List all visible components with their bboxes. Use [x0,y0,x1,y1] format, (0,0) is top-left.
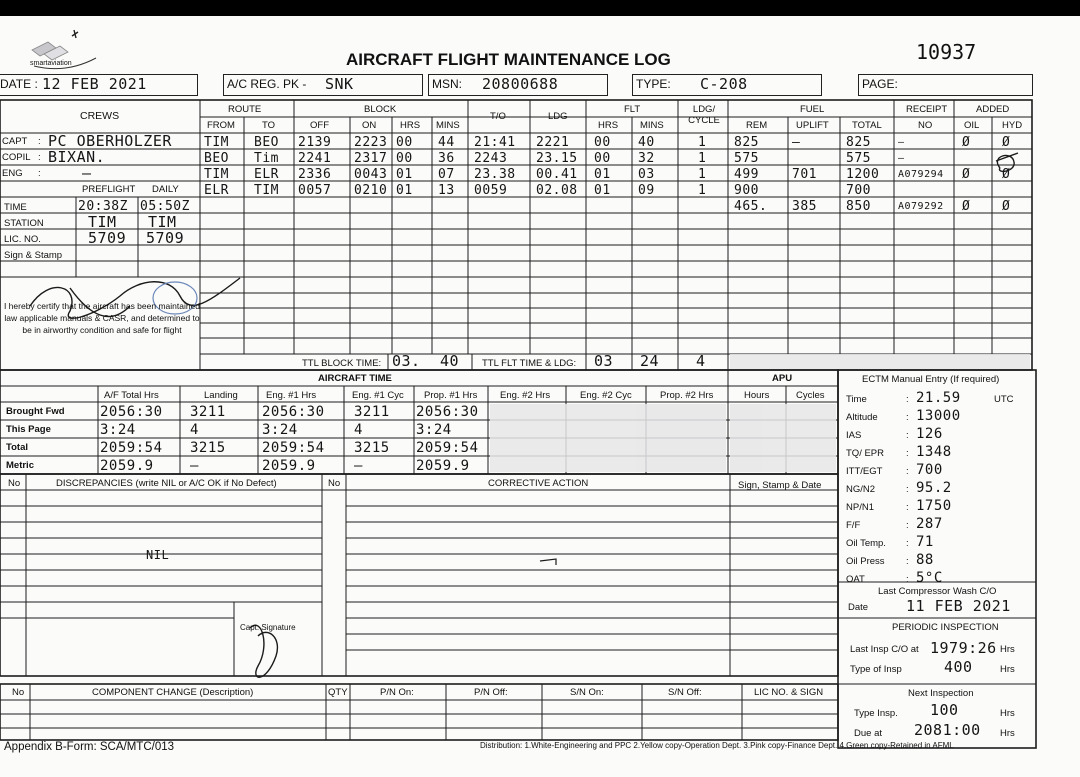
flight-cell-hrs: 00 [396,135,413,150]
col-crews: CREWS [80,110,120,122]
next-type-label: Type Insp. [854,708,898,719]
crew-copil-label: COPIL [2,152,31,163]
aircraft-time-cell: 2059.9 [262,458,316,474]
flight-cell-ldg: 00.41 [536,167,578,182]
aircraft-time-row-label: Brought Fwd [6,406,65,417]
due-label: Due at [854,728,882,739]
page-label: PAGE: [862,77,898,91]
ectm-item-label: Time [846,394,867,405]
aircraft-time-cell: 2056:30 [262,404,325,420]
flight-cell-ldg: 2221 [536,135,570,150]
flight-cell-receipt: — [898,137,905,148]
aircraft-time-column-header: Prop. #2 Hrs [660,390,714,401]
aircraft-time-column-header: Prop. #1 Hrs [424,390,478,401]
msn-value: 20800688 [482,75,559,93]
aircraft-time-cell: 4 [190,422,199,438]
flight-cell-rem: 499 [734,167,759,182]
comp-sn-off: S/N Off: [668,687,702,698]
ectm-item-value: 287 [916,516,943,532]
ectm-item-value: 1348 [916,444,952,460]
flight-cell-hyd: Ø [1002,199,1011,214]
flight-cell-total: 850 [846,199,871,214]
flight-cell-total: 700 [846,183,871,198]
flight-cell-total: 575 [846,151,871,166]
flight-cell-uplift: — [792,135,801,150]
flight-cell-cycle: 1 [698,135,707,150]
distribution: Distribution: 1.White-Engineering and PPC 2.Yellow copy-Operation Dept. 3.Pink copy-Finance Dept. 4.Green copy-Retained in AFML [480,741,954,750]
date-label: DATE : [0,77,38,91]
ectm-item-value: 700 [916,462,943,478]
apu-title: APU [772,373,793,384]
comp-no-label: No [12,687,25,698]
flight-cell-uplift: 385 [792,199,817,214]
aircraft-time-column-header: Eng. #1 Hrs [266,390,317,401]
col-off: OFF [310,120,329,131]
lic-daily: 5709 [146,229,185,247]
aircraft-time-row-label: Total [6,442,28,453]
corrective-label: CORRECTIVE ACTION [488,478,589,489]
next-title: Next Inspection [908,688,974,699]
ectm-item-label: ITT/EGT [846,466,883,477]
ectm-item-value: 71 [916,534,934,550]
station-daily: TIM [148,213,177,231]
flight-cell-rem: 900 [734,183,759,198]
time-preflight: 20:38Z [78,199,128,214]
lic-label: LIC. NO. [4,234,41,245]
aircraft-time-cell: 2059:54 [100,440,163,456]
ttl-block-label: TTL BLOCK TIME: [302,358,382,369]
flight-cell-from: TIM [204,167,229,182]
ectm-colon: : [906,430,909,441]
aircraft-time-cell: 3211 [190,404,226,420]
aircraft-time-cell: 3215 [354,440,390,456]
aircraft-time-row-label: Metric [6,460,34,471]
flight-cell-cycle: 1 [698,167,707,182]
last-insp-hrs: Hrs [1000,644,1015,655]
flight-cell-mins: 36 [438,151,455,166]
ectm-item-value: 95.2 [916,480,952,496]
col-flt: FLT [624,104,641,115]
col-total: TOTAL [852,120,882,131]
compressor-date: 11 FEB 2021 [906,597,1011,615]
flight-cell-uplift: 701 [792,167,817,182]
aircraft-time-cell: 3:24 [262,422,298,438]
flight-cell-flt-mins: 09 [638,183,655,198]
form-code: Appendix B-Form: SCA/MTC/013 [4,741,175,753]
col-flt-hrs: HRS [598,120,619,131]
ectm-item-label: F/F [846,520,861,531]
ttl-block-mins: 40 [440,352,460,370]
flight-cell-mins: 13 [438,183,455,198]
flight-cell-flt-mins: 40 [638,135,655,150]
ectm-colon: : [906,484,909,495]
aircraft-time-title: AIRCRAFT TIME [318,373,392,384]
flight-cell-receipt: A079292 [898,201,944,212]
flight-cell-flt-mins: 03 [638,167,655,182]
flight-cell-flt-mins: 32 [638,151,655,166]
msn-label: MSN: [432,77,462,91]
type-label: TYPE: [636,77,671,91]
flight-cell-to: ELR [254,167,279,182]
aircraft-time-cell: 2059:54 [262,440,325,456]
flight-cell-to-time: 23.38 [474,167,516,182]
flight-cell-flt-hrs: 00 [594,135,611,150]
ttl-flt-label: TTL FLT TIME & LDG: [482,358,577,369]
col-hrs: HRS [400,120,421,131]
next-type-hrs: Hrs [1000,708,1015,719]
daily-label: DAILY [152,184,179,195]
ttl-ldg: 4 [696,352,706,370]
compressor-title: Last Compressor Wash C/O [878,586,997,597]
capt-sig-label: Capt. Signature [240,623,296,632]
disc-no2-label: No [328,478,341,489]
aircraft-time-column-header: A/F Total Hrs [104,390,159,401]
flight-cell-total: 1200 [846,167,880,182]
ectm-colon: : [906,538,909,549]
reg-label: A/C REG. PK - [227,77,307,91]
ectm-item-label: NP/N1 [846,502,874,513]
flight-cell-from: TIM [204,135,229,150]
crew-capt-label: CAPT [2,136,28,147]
col-ldg: LDG [548,111,568,122]
aircraft-time-column-header: Landing [204,390,238,401]
flight-cell-to-time: 21:41 [474,135,516,150]
ectm-item-value: 21.59 [916,390,961,406]
flight-cell-hyd: Ø [1002,135,1011,150]
crew-eng-label: ENG [2,168,23,179]
flight-cell-off: 2139 [298,135,332,150]
serial-number: 10937 [916,40,977,64]
ectm-item-label: Oil Temp. [846,538,886,549]
ectm-item-label: Altitude [846,412,878,423]
due-value: 2081:00 [914,721,981,739]
flight-cell-cycle: 1 [698,151,707,166]
flight-cell-off: 2241 [298,151,332,166]
col-flt-mins: MINS [640,120,664,131]
ectm-colon: : [906,556,909,567]
ectm-item-label: OAT [846,574,865,585]
apu-cycles: Cycles [796,390,825,401]
col-from: FROM [207,120,235,131]
disc-sign-label: Sign, Stamp & Date [738,480,822,491]
col-hyd: HYD [1002,120,1023,131]
col-block: BLOCK [364,104,397,115]
type-insp-label: Type of Insp [850,664,902,675]
ectm-colon: : [906,520,909,531]
flight-cell-hrs: 00 [396,151,413,166]
aircraft-time-cell: — [190,458,199,474]
aircraft-time-cell: 3:24 [100,422,136,438]
flight-cell-hyd: Ø [1002,167,1011,182]
flight-cell-to: Tim [254,151,279,166]
lic-preflight: 5709 [88,229,127,247]
comp-pn-on: P/N On: [380,687,414,698]
flight-cell-cycle: 1 [698,183,707,198]
flight-cell-oil: Ø [962,199,971,214]
ectm-item-label: TQ/ EPR [846,448,885,459]
crew-eng-name: — [82,164,92,182]
col-ldg-cycle: LDG/ CYCLE [688,104,720,126]
comp-pn-off: P/N Off: [474,687,508,698]
flight-cell-to-time: 0059 [474,183,508,198]
aircraft-time-cell: — [354,458,363,474]
col-on: ON [362,120,377,131]
apu-hours: Hours [744,390,770,401]
ectm-item-value: 13000 [916,408,961,424]
col-to: TO [262,120,276,131]
col-uplift: UPLIFT [796,120,829,131]
flight-cell-rem: 825 [734,135,759,150]
type-insp-hrs: Hrs [1000,664,1015,675]
disc-label: DISCREPANCIES (write NIL or A/C OK if No Defect) [56,478,277,489]
flight-cell-from: BEO [204,151,229,166]
reg-value: SNK [325,75,354,93]
aircraft-time-column-header: Eng. #1 Cyc [352,390,404,401]
date-value: 12 FEB 2021 [42,75,147,93]
flight-cell-oil: Ø [962,135,971,150]
ectm-colon: : [906,574,909,585]
aircraft-time-cell: 2059.9 [416,458,470,474]
col-rem: REM [746,120,768,131]
crew-colon: : [38,136,41,147]
ectm-item-label: IAS [846,430,862,441]
ectm-item-label: NG/N2 [846,484,876,495]
station-label: STATION [4,218,44,229]
flight-cell-ldg: 02.08 [536,183,578,198]
comp-sn-on: S/N On: [570,687,604,698]
flight-cell-hrs: 01 [396,167,413,182]
nil-text: NIL [146,548,170,562]
ectm-item-label: Oil Press [846,556,885,567]
periodic-title: PERIODIC INSPECTION [892,622,999,633]
time-label: TIME [4,202,27,213]
aircraft-time-row-label: This Page [6,424,51,435]
comp-qty-label: QTY [328,687,348,698]
last-insp-value: 1979:26 [930,639,997,657]
flight-cell-mins: 44 [438,135,455,150]
crew-copil-name: BIXAN. [48,148,106,166]
crew-colon: : [38,168,41,179]
flight-cell-oil: Ø [962,167,971,182]
ectm-item-value: 126 [916,426,943,442]
ectm-colon: : [906,412,909,423]
flight-cell-mins: 07 [438,167,455,182]
aircraft-time-column-header: Eng. #2 Cyc [580,390,632,401]
preflight-label: PREFLIGHT [82,184,136,195]
flight-cell-on: 2317 [354,151,388,166]
maintenance-log-sheet [0,16,1080,777]
flight-cell-rem: 465. [734,199,768,214]
crew-colon: : [38,152,41,163]
last-insp-label: Last Insp C/O at [850,644,919,655]
ttl-flt-hrs: 03 [594,352,614,370]
col-mins: MINS [436,120,460,131]
flight-cell-on: 0210 [354,183,388,198]
aircraft-time-cell: 2059:54 [416,440,479,456]
aircraft-time-cell: 3215 [190,440,226,456]
flight-cell-off: 0057 [298,183,332,198]
flight-cell-flt-hrs: 01 [594,167,611,182]
ectm-colon: : [906,448,909,459]
col-receipt: RECEIPT [906,104,948,115]
flight-cell-hrs: 01 [396,183,413,198]
ectm-colon: : [906,394,909,405]
ectm-title: ECTM Manual Entry (If required) [862,374,1000,385]
col-to-time: T/O [490,111,506,122]
ectm-item-value: 5°C [916,570,943,586]
next-type-value: 100 [930,701,959,719]
ectm-item-unit: UTC [994,394,1014,405]
flight-cell-rem: 575 [734,151,759,166]
due-hrs: Hrs [1000,728,1015,739]
col-fuel: FUEL [800,104,825,115]
flight-cell-flt-hrs: 00 [594,151,611,166]
flight-cell-to: TIM [254,183,279,198]
ttl-flt-mins: 24 [640,352,660,370]
ectm-item-value: 1750 [916,498,952,514]
type-insp-value: 400 [944,658,973,676]
aircraft-time-cell: 3211 [354,404,390,420]
aircraft-time-cell: 2059.9 [100,458,154,474]
crew-capt-name: PC OBERHOLZER [48,132,172,150]
form-title: AIRCRAFT FLIGHT MAINTENANCE LOG [346,50,671,69]
flight-cell-flt-hrs: 01 [594,183,611,198]
comp-lic-sign: LIC NO. & SIGN [754,687,824,698]
compressor-date-label: Date [848,602,869,613]
flight-cell-off: 2336 [298,167,332,182]
flight-cell-on: 0043 [354,167,388,182]
col-added: ADDED [976,104,1010,115]
flight-cell-on: 2223 [354,135,388,150]
certify-text: I hereby certify that the aircraft has been maintained law applicable manuals & CASR, and determined to be in airworthy condition and safe for flight [3,301,201,335]
aircraft-time-cell: 4 [354,422,363,438]
flight-cell-to-time: 2243 [474,151,508,166]
sign-label: Sign & Stamp [4,250,63,261]
aircraft-time-cell: 2056:30 [100,404,163,420]
col-oil: OIL [964,120,980,131]
col-receipt-no: NO [918,120,933,131]
flight-cell-receipt: A079294 [898,169,944,180]
col-route: ROUTE [228,104,262,115]
flight-cell-receipt: — [898,153,905,164]
aircraft-time-cell: 3:24 [416,422,452,438]
aircraft-time-cell: 2056:30 [416,404,479,420]
flight-cell-total: 825 [846,135,871,150]
time-daily: 05:50Z [140,199,190,214]
station-preflight: TIM [88,213,117,231]
ttl-block-hrs: 03. [392,352,421,370]
flight-cell-from: ELR [204,183,229,198]
comp-desc-label: COMPONENT CHANGE (Description) [92,687,254,698]
disc-no-label: No [8,478,21,489]
logo-text: smartaviation [30,60,72,67]
type-value: C-208 [700,75,748,93]
flight-cell-to: BEO [254,135,279,150]
ectm-colon: : [906,502,909,513]
ectm-colon: : [906,466,909,477]
flight-cell-ldg: 23.15 [536,151,578,166]
ectm-item-value: 88 [916,552,934,568]
aircraft-time-column-header: Eng. #2 Hrs [500,390,551,401]
